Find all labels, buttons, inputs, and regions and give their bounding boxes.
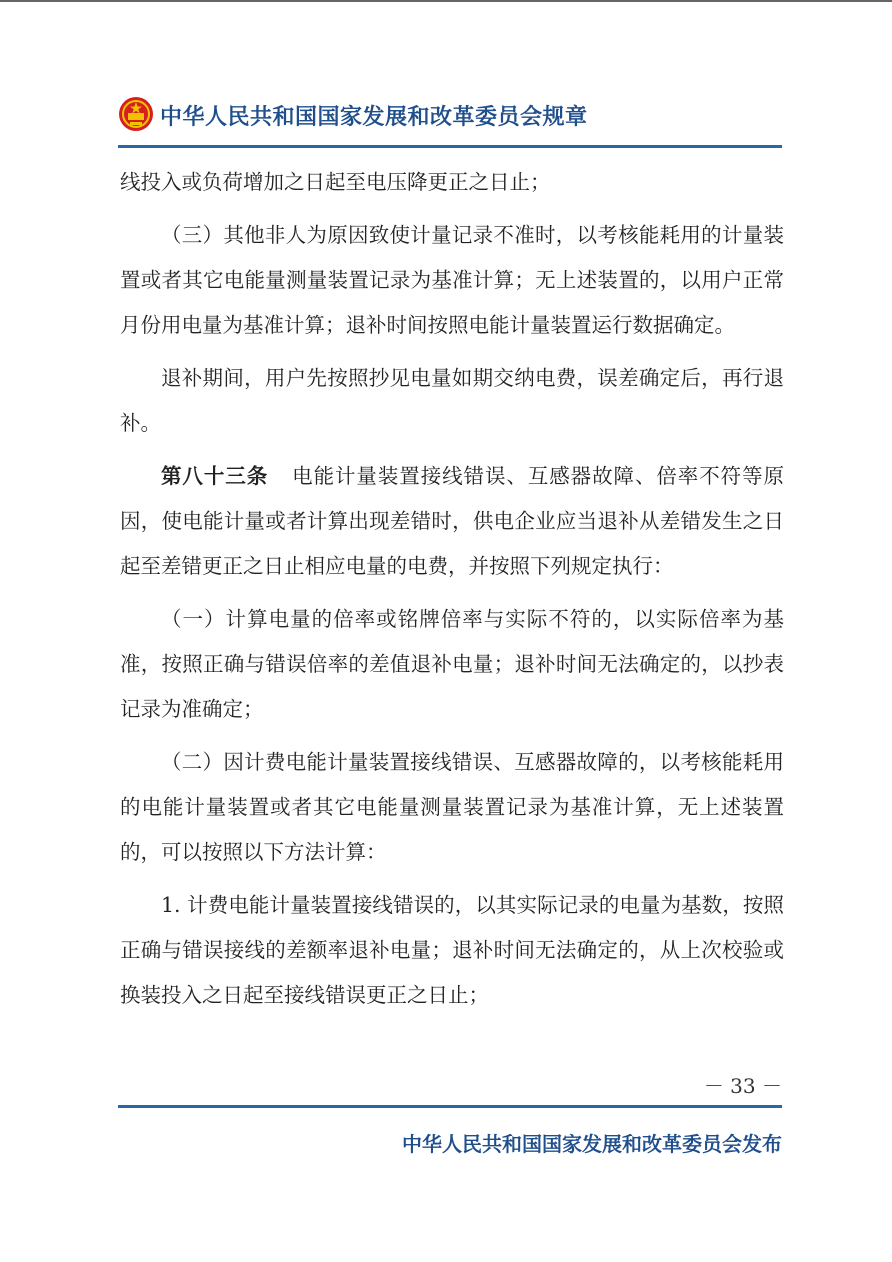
paragraph-refund-period: 退补期间，用户先按照抄见电量如期交纳电费，误差确定后，再行退补。: [120, 366, 784, 435]
paragraph-continuation: 线投入或负荷增加之日起至电压降更正之日止；: [120, 170, 551, 194]
article-83: [120, 454, 784, 589]
paragraph-item-1: （一）计算电量的倍率或铭牌倍率与实际不符的，以实际倍率为基准，按照正确与错误倍率的差值退补电量；退补时间无法确定的，以抄表记录为准确定；: [120, 607, 784, 721]
paragraph-item-2: （二）因计费电能计量装置接线错误、互感器故障的，以考核能耗用的电能计量装置或者其它电能量测量装置记录为基准计算，无上述装置的，可以按照以下方法计算：: [120, 750, 784, 864]
paragraph-item-3: （三）其他非人为原因致使计量记录不准时，以考核能耗用的计量装置或者其它电能量测量装置记录为基准计算；无上述装置的，以用户正常月份用电量为基准计算；退补时间按照电能计量装置运行数据确定。: [120, 223, 784, 337]
page-header: [118, 96, 782, 136]
header-title: 中华人民共和国国家发展和改革委员会规章: [160, 105, 588, 130]
paragraph-subitem-1: 1. 计费电能计量装置接线错误的，以其实际记录的电量为基数，按照正确与错误接线的差额率退补电量；退补时间无法确定的，从上次校验或换装投入之日起至接线错误更正之日止；: [120, 893, 784, 1007]
footer-publisher: 中华人民共和国国家发展和改革委员会发布: [402, 1132, 782, 1156]
article-text: 电能计量装置接线错误、互感器故障、倍率不符等原因，使电能计量或者计算出现差错时，供电企业应当退补从差错发生之日起至差错更正之日止相应电量的电费，并按照下列规定执行：: [120, 464, 785, 578]
header-divider: [118, 145, 782, 148]
article-heading: 第八十三条: [161, 464, 269, 488]
national-emblem-icon: [118, 96, 154, 132]
top-border: [0, 0, 892, 2]
regulation-body: [120, 160, 784, 1018]
page-number: － 33 －: [703, 1074, 782, 1098]
footer-divider: [118, 1105, 782, 1108]
